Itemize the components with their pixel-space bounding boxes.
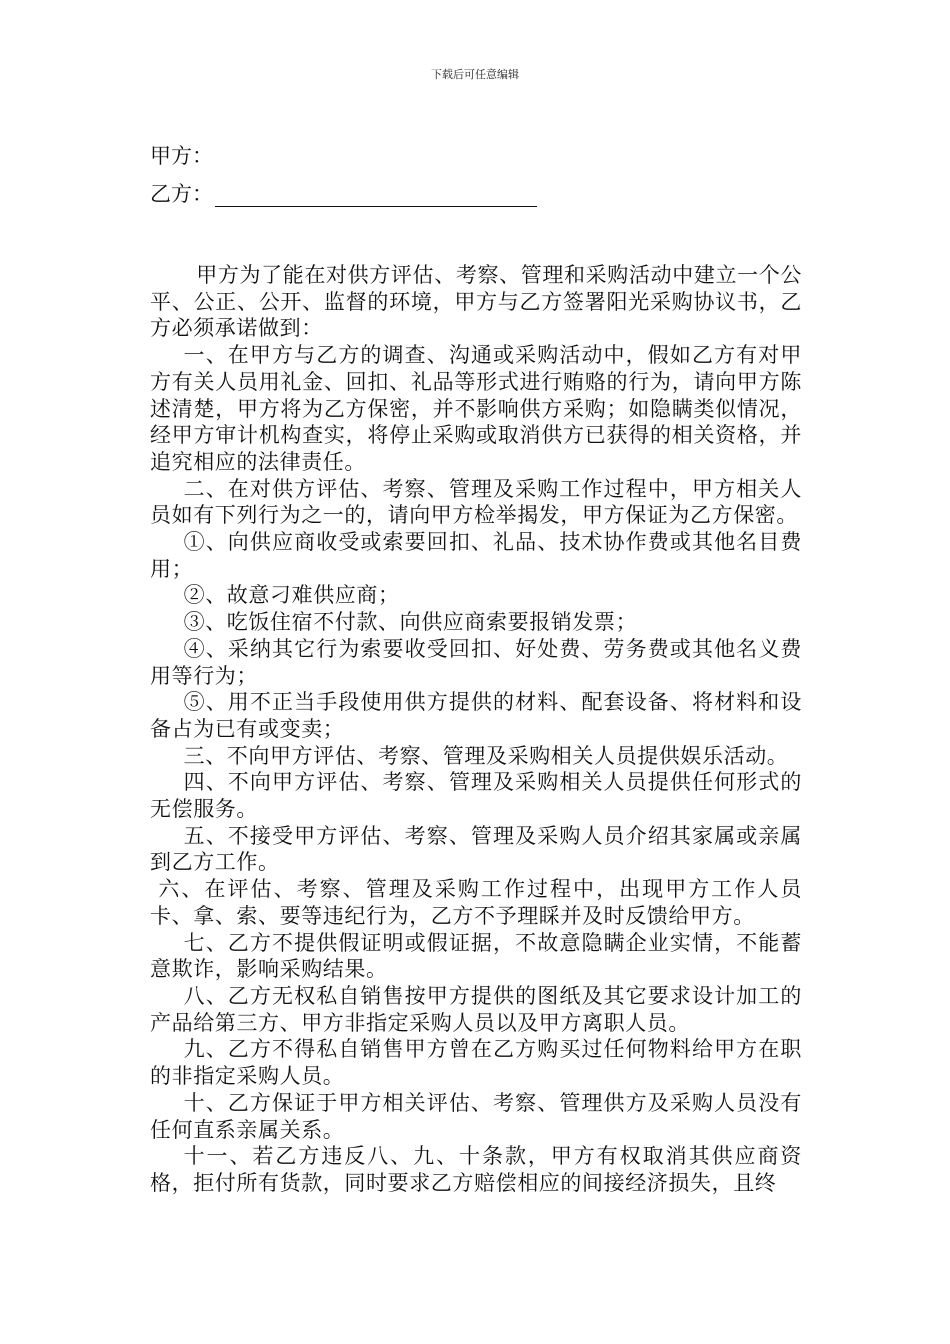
clause-4: 四、不向甲方评估、考察、管理及采购相关人员提供任何形式的无偿服务。 <box>150 770 802 822</box>
agreement-body <box>150 262 802 1197</box>
clause-2: 二、在对供方评估、考察、管理及采购工作过程中，甲方相关人员如有下列行为之一的，请向甲方检举揭发，甲方保证为乙方保密。 <box>150 476 802 528</box>
clause-5: 五、不接受甲方评估、考察、管理及采购人员介绍其家属或亲属到乙方工作。 <box>150 823 802 875</box>
clause-2-item-5: ⑤、用不正当手段使用供方提供的材料、配套设备、将材料和设备占为已有或变卖； <box>150 690 802 741</box>
clause-10: 十、乙方保证于甲方相关评估、考察、管理供方及采购人员没有任何直系亲属关系。 <box>150 1090 802 1142</box>
clause-2-item-1: ①、向供应商收受或索要回扣、礼品、技术协作费或其他名目费用； <box>150 530 802 581</box>
clause-2-item-2: ②、故意刁难供应商； <box>183 583 400 608</box>
clause-2-item-3: ③、吃饭住宿不付款、向供应商索要报销发票； <box>183 610 638 635</box>
clause-8: 八、乙方无权私自销售按甲方提供的图纸及其它要求设计加工的产品给第三方、甲方非指定采购人员以及甲方离职人员。 <box>150 983 802 1035</box>
clause-3: 三、不向甲方评估、考察、管理及采购相关人员提供娱乐活动。 <box>183 743 789 768</box>
clause-1: 一、在甲方与乙方的调查、沟通或采购活动中，假如乙方有对甲方有关人员用礼金、回扣、礼品等形式进行贿赂的行为，请向甲方陈述清楚，甲方将为乙方保密，并不影响供方采购；如隐瞒类似情况，经甲方审计机构查实，将停止采购或取消供方已获得的相关资格，并追究相应的法律责任。 <box>150 343 802 474</box>
party-b-blank-line <box>215 182 537 207</box>
clause-7: 七、乙方不提供假证明或假证据，不故意隐瞒企业实情，不能蓄意欺诈，影响采购结果。 <box>150 930 802 982</box>
clause-11: 十一、若乙方违反八、九、十条款，甲方有权取消其供应商资格，拒付所有货款，同时要求乙方赔偿相应的间接经济损失，且终 <box>150 1144 802 1195</box>
clause-6: 六、在评估、考察、管理及采购工作过程中，出现甲方工作人员卡、拿、索、要等违纪行为，乙方不予理睬并及时反馈给甲方。 <box>150 877 802 928</box>
party-b-line <box>150 181 537 207</box>
party-b-label: 乙方： <box>150 182 213 206</box>
intro-paragraph: 甲方为了能在对供方评估、考察、管理和采购活动中建立一个公平、公正、公开、监督的环境，甲方与乙方签署阳光采购协议书，乙方必须承诺做到： <box>150 263 802 341</box>
party-a-label: 甲方： <box>150 144 213 168</box>
clause-9: 九、乙方不得私自销售甲方曾在乙方购买过任何物料给甲方在职的非指定采购人员。 <box>150 1037 802 1089</box>
party-a-line <box>150 143 213 169</box>
clause-2-item-4: ④、采纳其它行为索要收受回扣、好处费、劳务费或其他名义费用等行为； <box>150 636 802 688</box>
page-header-note: 下载后可任意编辑 <box>431 68 519 81</box>
